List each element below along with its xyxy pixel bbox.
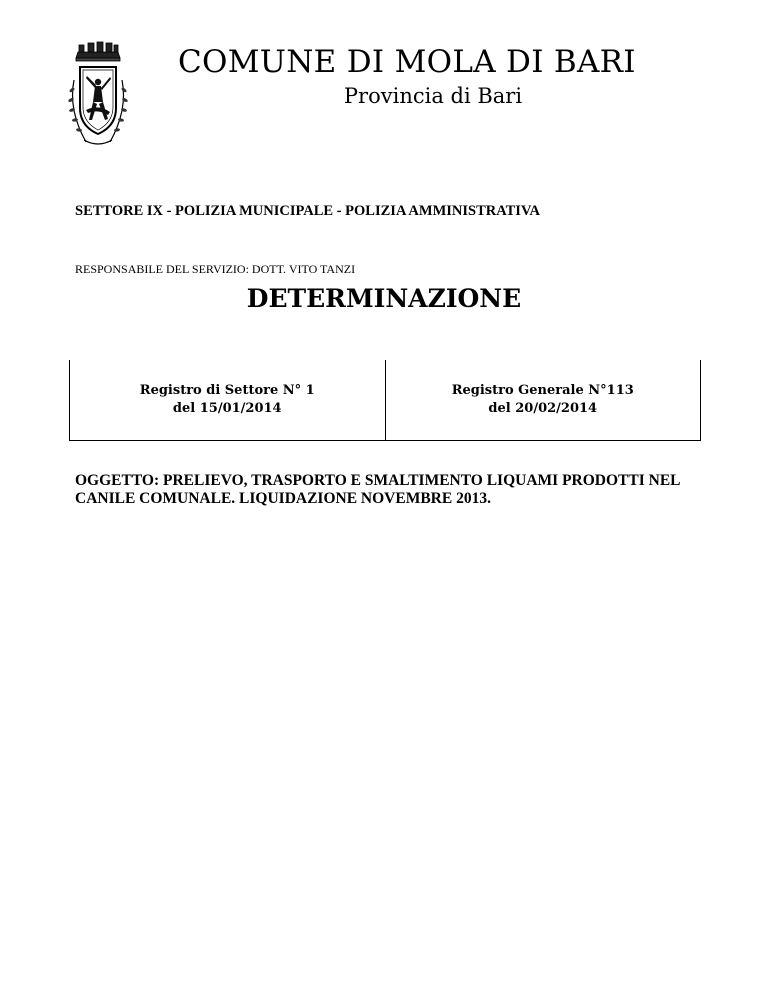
subject-paragraph: OGGETTO: PRELIEVO, TRASPORTO E SMALTIMENTO LIQUAMI PRODOTTI NEL CANILE COMUNALE. LIQUIDAZIONE NOVEMBRE 2013. (75, 472, 680, 507)
sector-heading: SETTORE IX - POLIZIA MUNICIPALE - POLIZIA AMMINISTRATIVA (75, 203, 541, 219)
general-registry-date: del 20/02/2014 (488, 401, 598, 416)
sector-registry-cell (70, 360, 385, 440)
coat-of-arms-emblem (62, 40, 134, 150)
sector-registry-number: Registro di Settore N° 1 (139, 383, 315, 398)
general-registry-number: Registro Generale N°113 (451, 383, 634, 398)
province-subtitle: Provincia di Bari (343, 84, 523, 108)
responsible-line: RESPONSABILE DEL SERVIZIO: DOTT. VITO TANZI (75, 262, 356, 276)
general-registry-cell (385, 360, 701, 440)
sector-registry-date: del 15/01/2014 (172, 401, 282, 416)
municipality-title: COMUNE DI MOLA DI BARI (178, 44, 636, 80)
registry-table (69, 360, 701, 441)
document-type-title: DETERMINAZIONE (246, 284, 522, 313)
